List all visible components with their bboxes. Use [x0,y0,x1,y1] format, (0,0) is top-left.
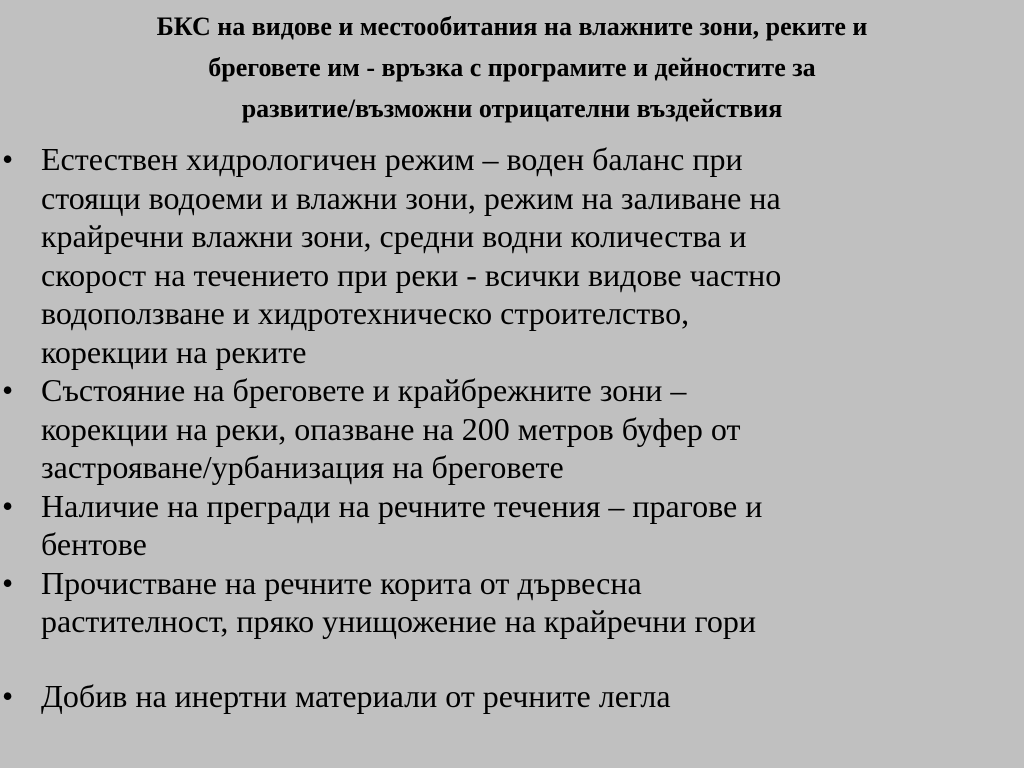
bullet-line: Прочистване на речните корита от дървесна [41,564,642,601]
bullet-point-icon: • [2,372,14,408]
title-line: бреговете им - връзка с програмите и дейностите за [208,53,816,82]
bullet-point-icon: • [2,677,14,714]
bullet-line: Добив на инертни материали от речните легла [41,677,671,714]
bullet-line: бентове [41,526,147,562]
bullet-item-hydrology [0,140,1024,371]
bullet-item-gravel-extraction [0,677,1024,716]
bullet-line: корекции на реките [41,333,307,370]
bullet-item-banks [0,371,1024,487]
bullet-line: Наличие на прегради на речните течения – прагове и [41,487,763,524]
bullet-point-icon: • [2,141,14,177]
bullet-line: скорост на течението при реки - всички видове частно [41,256,782,293]
bullet-line: Състояние на бреговете и крайбрежните зони – [41,372,687,408]
slide-title [0,6,1024,129]
bullet-item-barriers [0,487,1024,564]
bullet-point-icon: • [2,487,14,524]
title-line: БКС на видове и местообитания на влажните зони, реките и [156,12,868,41]
bullet-line: стоящи водоеми и влажни зони, режим на заливане на [41,179,781,216]
bullet-line: Естествен хидрологичен режим – воден баланс при [41,141,743,177]
bullet-line: крайречни влажни зони, средни водни количества и [41,218,747,254]
bullet-item-riverbed-clearing [0,564,1024,641]
bullet-line: растителност, пряко унищожение на крайречни гори [41,603,756,639]
bullet-line: корекции на реки, опазване на 200 метров буфер от [41,410,741,447]
bullet-point-icon: • [2,564,14,601]
bullet-list [0,140,1024,715]
title-line: развитие/възможни отрицателни въздействия [241,94,783,123]
bullet-line: водоползване и хидротехническо строителство, [41,295,690,331]
bullet-line: застрояване/урбанизация на бреговете [41,449,564,485]
